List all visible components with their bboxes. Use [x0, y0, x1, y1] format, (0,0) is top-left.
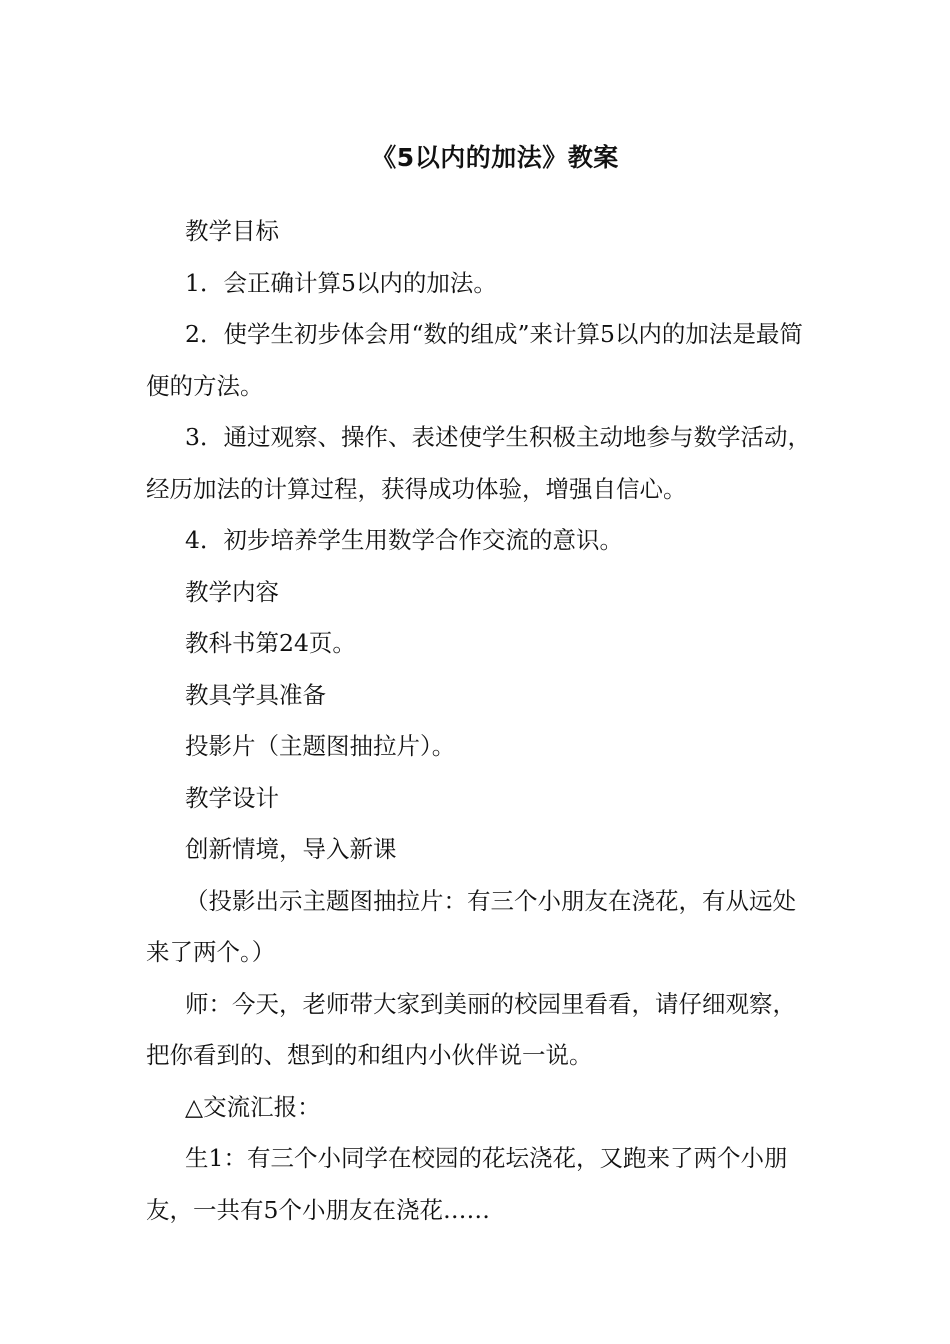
- projection-note: （投影出示主题图抽拉片：有三个小朋友在浇花，有从远处来了两个。）: [146, 886, 796, 966]
- heading-teaching-design: 教学设计: [185, 783, 279, 812]
- document-title: 《5以内的加法》教案: [371, 143, 619, 172]
- heading-teaching-aids: 教具学具准备: [185, 680, 326, 709]
- section-create-scenario: 创新情境，导入新课: [185, 835, 397, 863]
- aids-projector-slides: 投影片（主题图抽拉片）。: [185, 732, 456, 760]
- student-1-response: 生1：有三个小同学在校园的花坛浇花，又跑来了两个小朋友，一共有5个小朋友在浇花……: [146, 1144, 788, 1224]
- heading-teaching-goals: 教学目标: [185, 217, 279, 245]
- goal-item-1: 1．会正确计算5以内的加法。: [185, 268, 497, 297]
- heading-teaching-content: 教学内容: [185, 577, 279, 606]
- goal-item-4: 4．初步培养学生用数学合作交流的意识。: [185, 526, 623, 554]
- goal-item-2: 2．使学生初步体会用“数的组成”来计算5以内的加法是最简便的方法。: [146, 320, 803, 400]
- content-textbook-page: 教科书第24页。: [185, 629, 356, 657]
- document-body: [146, 206, 816, 1236]
- goal-item-3: 3．通过观察、操作、表述使学生积极主动地参与数学活动，经历加法的计算过程，获得成功体验，增强自信心。: [146, 423, 811, 503]
- teacher-dialogue: 师：今天，老师带大家到美丽的校园里看看，请仔细观察，把你看到的、想到的和组内小伙伴说一说。: [146, 989, 796, 1069]
- exchange-report-heading: △交流汇报：: [185, 1092, 321, 1121]
